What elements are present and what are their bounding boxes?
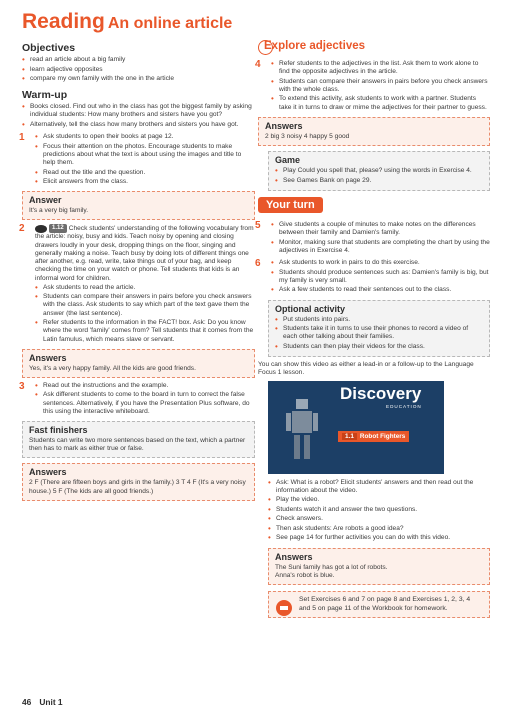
exercise-5 xyxy=(255,220,490,255)
list-item: • Read out the instructions and the example. xyxy=(35,382,255,390)
fast-finishers-heading: Fast finishers xyxy=(29,425,88,436)
list-item: • Play Could you spell that, please? using the words in Exercise 4. xyxy=(275,167,483,175)
answer-box-4 xyxy=(258,117,490,146)
list-item: • Elicit answers from the class. xyxy=(35,178,255,186)
objectives-list xyxy=(22,56,255,83)
answer-box-3 xyxy=(22,463,255,500)
list-item: • Students can compare their answers in pairs before you check answers with the class. Ask students to say which part of the text gave them the answer (the last sentence). xyxy=(35,293,255,318)
list-item: • Focus their attention on the photos. Encourage students to make predictions about what the text is about using the images and title to help them. xyxy=(35,143,255,168)
robot-image xyxy=(284,395,320,467)
list-item: • Students should produce sentences such as: Damien's family is big, but my family is very small. xyxy=(271,269,490,285)
list-item: • Monitor, making sure that students are completing the chart by using the adjectives in Exercise 4. xyxy=(271,239,490,255)
video-thumbnail[interactable] xyxy=(268,381,444,474)
exercise-6 xyxy=(255,258,490,294)
list-item: • Put students into pairs. xyxy=(275,316,483,324)
audio-icon[interactable] xyxy=(35,225,47,233)
discovery-edu-label: EDUCATION xyxy=(386,403,422,409)
list-item: • Ask students to read the article. xyxy=(35,284,255,292)
video-title: 1.1 Robot Fighters xyxy=(338,431,409,442)
answer-text: Anna's robot is blue. xyxy=(275,571,335,579)
your-turn-banner: Your turn xyxy=(258,197,323,213)
game-heading: Game xyxy=(275,155,301,166)
explore-heading: Explore adjectives xyxy=(258,40,490,58)
fast-finishers-text: Students can write two more sentences based on the text, which a partner then has to mark as either true or false. xyxy=(29,437,246,453)
list-item: • Then ask students: Are robots a good idea? xyxy=(268,525,490,533)
list-item: • See page 14 for further activities you can do with this video. xyxy=(268,534,490,542)
answer-text: The Suni family has got a lot of robots. xyxy=(275,563,388,571)
list-item: • Students can compare their answers in pairs before you check answers with the whole class. xyxy=(271,78,490,94)
answer-heading: Answer xyxy=(29,195,62,206)
list-item: • Books closed. Find out who in the class has got the biggest family by asking individual students: How many brothers and sisters have you got? xyxy=(22,103,255,119)
list-item: • See Games Bank on page 29. xyxy=(275,177,483,185)
answer-text: Yes, it's a very happy family. All the kids are good friends. xyxy=(29,364,196,372)
list-item: • Students take it in turns to use their phones to record a video of each other talking about their families. xyxy=(275,325,483,341)
page-footer xyxy=(22,697,71,707)
list-item: • Play the video. xyxy=(268,496,490,504)
list-item: • Ask a few students to read their sentences out to the class. xyxy=(271,286,490,294)
list-item: • compare my own family with the one in the article xyxy=(22,75,255,83)
game-box xyxy=(268,151,490,191)
list-item: • Ask: What is a robot? Elicit students' answers and then read out the information about the video. xyxy=(268,479,490,495)
discovery-logo: Discovery xyxy=(340,383,422,403)
list-item: • learn adjective opposites xyxy=(22,66,255,74)
right-column xyxy=(255,10,490,618)
exercise-3 xyxy=(19,380,255,416)
answer-text: It's a very big family. xyxy=(29,207,89,215)
homework-box xyxy=(268,591,490,618)
list-item: • Ask students to open their books at page 12. xyxy=(35,133,255,141)
exercise-number: 5 xyxy=(255,220,261,232)
unit-label: Unit 1 xyxy=(39,697,63,707)
answer-box-1 xyxy=(22,191,255,220)
list-item: • Ask students to work in pairs to do this exercise. xyxy=(271,259,490,267)
list-item: • Refer students to the adjectives in the list. Ask them to work alone to find the opposite adjectives in the article. xyxy=(271,60,490,76)
fast-finishers-box xyxy=(22,421,255,458)
warmup-list xyxy=(22,103,255,129)
optional-activity-box xyxy=(268,300,490,358)
video-note: You can show this video as either a lead-in or a follow-up to the Language Focus 1 lesson. xyxy=(258,361,474,377)
list-item: • read an article about a big family xyxy=(22,56,255,64)
exercise-number: 4 xyxy=(255,59,261,70)
answer-heading: Answers xyxy=(29,352,67,363)
list-item: • Students watch it and answer the two questions. xyxy=(268,506,490,514)
answer-heading: Answers xyxy=(275,551,313,562)
page-title: Reading An online article xyxy=(22,10,233,33)
warmup-heading: Warm-up xyxy=(22,89,68,102)
list-item: • Students can then play their videos for the class. xyxy=(275,343,483,351)
answer-text: 2 F (There are fifteen boys and girls in the family.) 3 T 4 F (It's a very noisy house.) 5 F (The kids are all good friends.) xyxy=(29,479,246,495)
homework-text: Set Exercises 6 and 7 on page 8 and Exercises 1, 2, 3, 4 and 5 on page 11 of the Workbook for homework. xyxy=(299,595,471,612)
exercise-number: 6 xyxy=(255,258,261,270)
optional-activity-heading: Optional activity xyxy=(275,303,346,314)
answer-box-video xyxy=(268,548,490,585)
exercise-2-intro: 1.12 Check students' understanding of the following vocabulary from the article: noisy, busy and kids. Teach noisy by opening and closing drawers loudly in your desk, dropping things on the floor, singing and generally making a noise. Teach busy by doing lots of different things one after another, e.g. read, write, take things out of your bag, and keep checking the time on your watch or phone. Tell students that kids is an informal word for children. xyxy=(35,225,254,282)
exercise-2 xyxy=(19,223,255,343)
list-item: • Refer students to the information in the FACT! box. Ask: Do you know where the word 'family' comes from? Tell students that it comes from the Latin famulus, which means slave or servant. xyxy=(35,319,255,344)
exercise-4 xyxy=(255,59,490,112)
left-column xyxy=(19,10,255,505)
list-item: • Check answers. xyxy=(268,515,490,523)
objectives-heading: Objectives xyxy=(22,42,76,54)
homework-icon xyxy=(276,600,292,616)
answer-box-2 xyxy=(22,349,255,378)
answer-text: 2 big 3 noisy 4 happy 5 good xyxy=(265,132,350,140)
page-number: 46 xyxy=(22,697,32,707)
list-item: • Give students a couple of minutes to make notes on the differences between their family and Damien's family. xyxy=(271,221,490,237)
exercise-number: 2 xyxy=(19,223,25,235)
exercise-1 xyxy=(19,132,255,186)
exercise-number: 1 xyxy=(19,132,25,144)
list-item: • To extend this activity, ask students to work with a partner. Students take it in turns to draw or mime the adjectives for their partner to guess. xyxy=(271,95,490,111)
list-item: • Ask different students to come to the board in turn to correct the false sentences. Alternatively, if you have the Presentation Plus software, do this using the interactive whiteboard. xyxy=(35,391,255,416)
video-list xyxy=(268,479,490,543)
answer-heading: Answers xyxy=(29,467,67,478)
list-item: • Read out the title and the question. xyxy=(35,169,255,177)
exercise-number: 3 xyxy=(19,380,25,392)
list-item: • Alternatively, tell the class how many brothers and sisters you have got. xyxy=(22,121,255,129)
answer-heading: Answers xyxy=(265,120,303,131)
track-badge: 1.12 xyxy=(49,224,67,232)
